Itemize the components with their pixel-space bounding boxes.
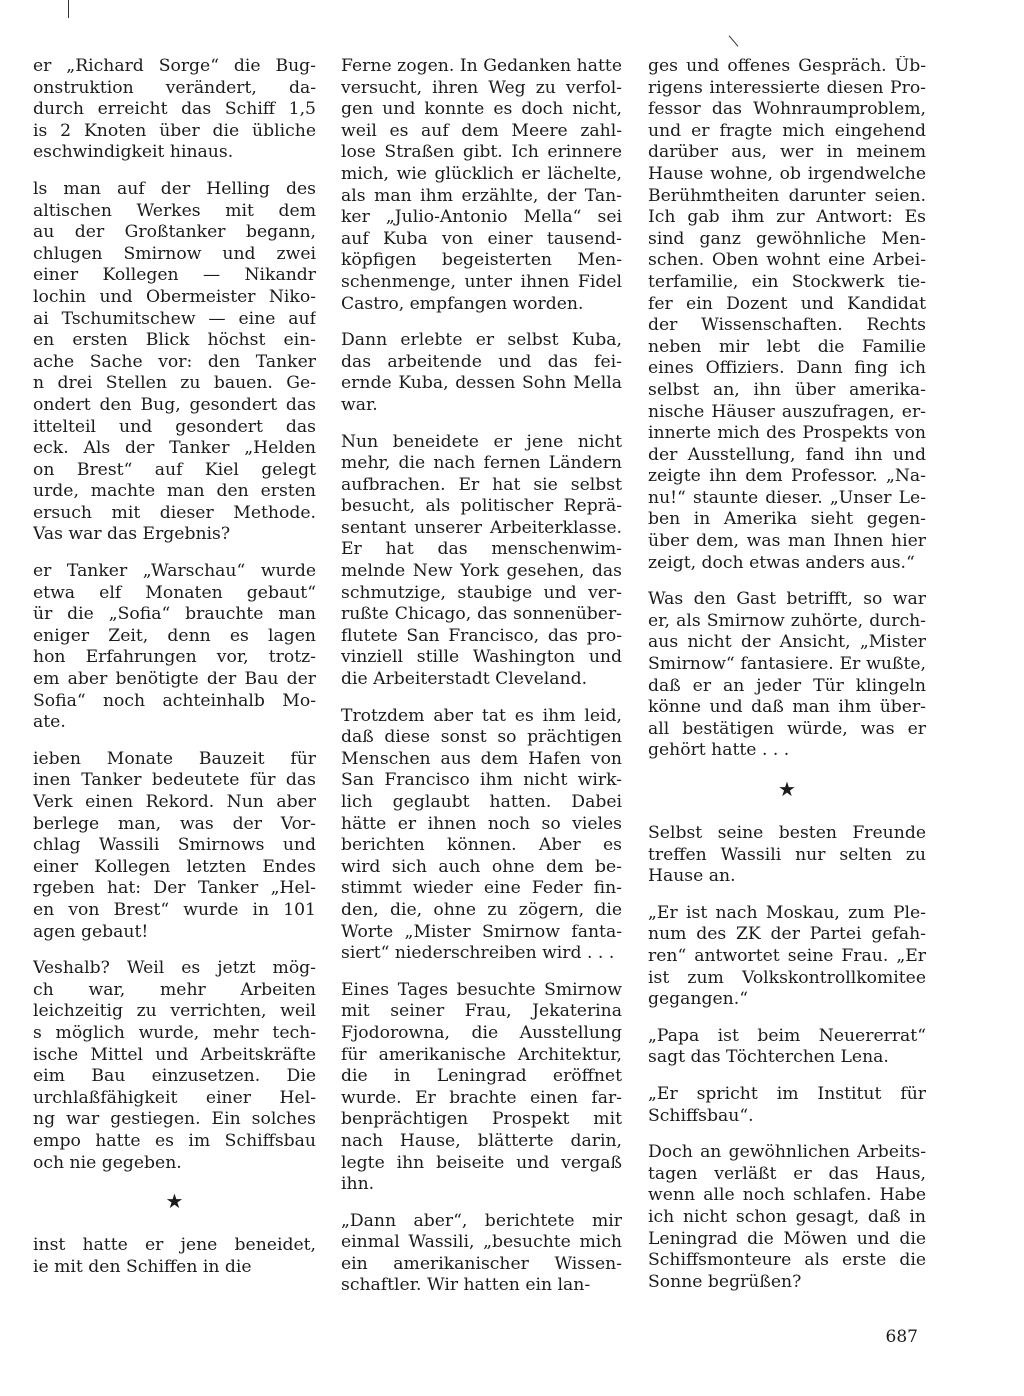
text-line: Schiffsmonteure als erste die [648,1250,926,1271]
text-line: chlag Wassili Smirnows und [33,835,316,856]
text-line: schen. Oben wohnt eine Arbei- [648,250,926,271]
text-line: der Wissenschaften. Rechts [648,315,926,336]
text-line: als man ihm erzählte, der Tan- [341,185,622,206]
text-line: Ferne zogen. In Gedanken hatte [341,56,622,76]
text-line: einmal Wassili, „besuchte mich [341,1232,622,1253]
text-line: gen und konnte es doch nicht, [341,99,622,120]
scan-artifact [729,35,739,46]
text-line: urde, machte man den ersten [33,481,316,502]
text-line: Nun beneidete er jene nicht [341,431,622,452]
text-line: chlugen Smirnow und zwei [33,243,316,264]
text-line: lich geglaubt hatten. Dabei [341,792,622,812]
text-line: ch war, mehr Arbeiten [33,979,316,1000]
text-line: mich, wie glücklich er lächelte, [341,163,622,184]
text-line: besucht, als politischer Reprä- [341,496,622,517]
text-line: selbst an, ihn über amerika- [648,379,926,400]
text-line: sentant unserer Arbeiterklasse. [341,517,622,538]
text-line: Was den Gast betrifft, so war [648,589,926,610]
text-line: lose Straßen gibt. Ich erinnere [341,142,622,163]
text-line: eim Bau einzusetzen. Die [33,1066,316,1087]
paragraph [341,1211,622,1297]
section-separator-star: ★ [165,1189,184,1214]
text-line: inen Tanker bedeutete für das [33,770,316,791]
text-line: der Ausstellung, fand ihn und [648,444,926,465]
text-line: „Er ist nach Moskau, zum Ple- [648,902,926,923]
paragraph [341,56,622,315]
text-line: n drei Stellen zu bauen. Ge- [33,373,316,394]
page-number: 687 [885,1327,918,1347]
text-line: ondert den Bug, gesondert das [33,394,316,415]
text-line: könne und daß man ihm über- [648,697,926,718]
text-line: Sofia“ noch achteinhalb Mo- [33,690,316,711]
text-line: aufbrachen. Er hat sie selbst [341,474,622,495]
text-line: Veshalb? Weil es jetzt mög- [33,958,316,979]
text-line: die Arbeiterstadt Cleveland. [341,669,588,690]
text-line: hätte er ihnen noch so vieles [341,813,622,834]
text-line: weil es auf dem Meere zahl- [341,120,622,141]
text-line: nu!“ staunte dieser. „Unser Le- [648,487,926,508]
text-line: rigens interessierte diesen Pro- [648,77,926,98]
paragraph [648,823,926,888]
text-line: eniger Zeit, denn es lagen [33,625,316,646]
text-line: durch erreicht das Schiff 1,5 [33,99,316,120]
text-line: en ersten Blick höchst ein- [33,330,316,351]
text-line: wurde. Er brachte einen far- [341,1087,622,1108]
text-line: mehr, die nach fernen Ländern [341,453,622,474]
text-line: ls man auf der Helling des [33,178,316,199]
text-line: schmutzige, staubige und ver- [341,582,622,603]
text-line: über dem, was man Ihnen hier [648,531,926,552]
text-line: benprächtigen Prospekt mit [341,1109,622,1130]
text-line: rußte Chicago, das sonnenüber- [341,604,622,625]
text-line: wenn alle noch schlafen. Habe [648,1185,926,1206]
text-line: Fjodorowna, die Ausstellung [341,1022,622,1043]
text-line: ernde Kuba, dessen Sohn Mella [341,373,622,394]
text-line: en von Brest“ wurde in 101 [33,899,316,920]
text-line: altischen Werkes mit dem [33,200,316,221]
text-line: berlege man, was der Vor- [33,813,316,834]
text-line: und er fragte mich eingehend [648,120,926,141]
text-line: ie mit den Schiffen in die [33,1256,252,1277]
text-line: empo hatte es im Schiffsbau [33,1130,316,1151]
paragraph [33,958,316,1174]
text-line: tagen verläßt er das Haus, [648,1163,926,1184]
text-line: Worte „Mister Smirnow fanta- [341,921,622,942]
text-line: on Brest“ auf Kiel gelegt [33,459,316,480]
text-line: versucht, ihren Weg zu verfol- [341,77,622,98]
text-line: Trotzdem aber tat es ihm leid, [341,705,622,726]
text-line: auf Kuba von einer tausend- [341,228,622,249]
text-line: daß diese sonst so prächtigen [341,727,622,748]
text-column-1 [33,56,316,1293]
text-line: vinziell stille Washington und [341,647,622,668]
paragraph [648,589,926,762]
scan-artifact [68,0,69,18]
text-line: etwa elf Monaten gebaut“ [33,582,316,603]
text-line: Hause an. [648,866,736,887]
text-line: terfamilie, ein Stockwerk tie- [648,271,926,292]
text-line: ittelteil und gesondert das [33,416,316,437]
text-line: ich nicht schon gesagt, daß in [648,1206,926,1227]
text-line: San Francisco ihm nicht wirk- [341,770,622,791]
text-line: Castro, empfangen worden. [341,293,584,314]
text-line: Hause wohne, ob irgendwelche [648,163,926,184]
text-line: gegangen.“ [648,989,748,1010]
text-line: „Papa ist beim Neuererrat“ [648,1025,926,1046]
text-line: Vas war das Ergebnis? [33,524,231,545]
text-line: ische Mittel und Arbeitskräfte [33,1044,316,1065]
text-line: ein amerikanischer Wissen- [341,1253,622,1274]
text-column-3 [648,56,926,1308]
text-line: zeigt, doch etwas anders aus.“ [648,552,915,573]
paragraph [33,561,316,734]
text-line: „Dann aber“, berichtete mir [341,1210,622,1231]
paragraph [33,56,316,164]
text-line: ai Tschumitschew — eine auf [33,308,316,329]
paragraph [341,330,622,416]
text-line: mit seiner Frau, Jekaterina [341,1001,622,1022]
text-line: köpfigen begeisterten Men- [341,250,622,271]
text-line: er, als Smirnow zuhörte, durch- [648,610,926,631]
text-line: die in Leningrad eröffnet [341,1066,622,1087]
paragraph [648,1026,926,1069]
text-line: ren“ antwortet seine Frau. „Er [648,945,926,966]
text-line: nische Häuser auszufragen, er- [648,401,926,422]
text-line: rgeben hat: Der Tanker „Hel- [33,878,316,899]
paragraph [648,1084,926,1127]
text-line: neben mir lebt die Familie [648,336,926,357]
text-line: Eines Tages besuchte Smirnow [341,979,622,1000]
paragraph [648,56,926,574]
text-line: Verk einen Rekord. Nun aber [33,792,316,812]
text-line: num des ZK der Partei gefah- [648,924,926,945]
text-line: ker „Julio-Antonio Mella“ sei [341,207,622,228]
text-line: treffen Wassili nur selten zu [648,844,926,865]
text-line: sagt das Töchterchen Lena. [648,1047,889,1068]
paragraph [648,903,926,1011]
text-line: fessor das Wohnraumproblem, [648,99,926,120]
paragraph [33,1235,316,1278]
text-line: war. [341,394,378,415]
text-line: melnde New York gesehen, das [341,561,622,582]
paragraph [648,1142,926,1293]
paragraph [341,980,622,1196]
text-line: ben in Amerika sieht gegen- [648,509,926,530]
text-line: em aber benötigte der Bau der [33,669,316,690]
text-line: nach Hause, blätterte darin, [341,1130,622,1151]
text-line: innerte mich des Prospekts von [648,423,926,444]
text-line: den, die, ohne zu zögern, die [341,899,622,920]
paragraph [33,749,316,943]
text-line: schenmenge, unter ihnen Fidel [341,271,622,292]
text-line: Ich gab ihm zur Antwort: Es [648,207,926,228]
text-line: leichzeitig zu verrichten, weil [33,1001,316,1022]
text-line: ersuch mit dieser Methode. [33,502,316,523]
text-line: Smirnow“ fantasiere. Er wußte, [648,654,926,675]
text-line: aus nicht der Ansicht, „Mister [648,632,926,653]
text-line: inst hatte er jene beneidet, [33,1235,316,1256]
text-line: ist zum Volkskontrollkomitee [648,967,926,988]
text-line: Doch an gewöhnlichen Arbeits- [648,1142,926,1163]
text-line: ate. [33,712,66,733]
text-line: eschwindigkeit hinaus. [33,142,234,163]
text-line: Berühmtheiten darunter seien. [648,185,926,206]
text-line: sind ganz gewöhnliche Men- [648,228,926,249]
text-line: einer Kollegen — Nikandr [33,265,316,286]
text-line: legte ihn beiseite und vergaß [341,1152,622,1173]
text-line: wird sich auch ohne dem be- [341,856,622,877]
text-line: Dann erlebte er selbst Kuba, [341,330,622,351]
text-line: all bestätigen würde, was er [648,718,926,739]
paragraph [341,432,622,691]
text-line: Sonne begrüßen? [648,1271,802,1292]
text-line: urchlaßfähigkeit einer Hel- [33,1087,316,1108]
text-line: er Tanker „Warschau“ wurde [33,561,316,582]
text-line: ng war gestiegen. Ein solches [33,1109,316,1130]
paragraph [341,706,622,965]
text-line: gehört hatte . . . [648,740,790,761]
text-line: ür die „Sofia“ brauchte man [33,604,316,625]
text-line: flutete San Francisco, das pro- [341,625,622,646]
text-column-2 [341,56,622,1312]
text-line: ache Sache vor: den Tanker [33,351,316,372]
text-line: s möglich wurde, mehr tech- [33,1022,316,1043]
text-line: eines Offiziers. Dann fing ich [648,358,926,379]
text-line: is 2 Knoten über die übliche [33,120,316,141]
text-line: einer Kollegen letzten Endes [33,856,316,877]
text-line: och nie gegeben. [33,1152,182,1173]
text-line: berichten können. Aber es [341,835,622,856]
text-line: Schiffsbau“. [648,1105,754,1126]
text-line: Selbst seine besten Freunde [648,823,926,843]
text-line: agen gebaut! [33,921,149,942]
text-line: eck. Als der Tanker „Helden [33,438,316,459]
text-line: Er hat das menschenwim- [341,539,622,560]
text-line: onstruktion verändert, da- [33,77,316,98]
text-line: daß er an jeder Tür klingeln [648,675,926,696]
section-separator-star: ★ [778,777,796,801]
text-line: zeigte ihn dem Professor. „Na- [648,466,926,487]
text-line: au der Großtanker begann, [33,222,316,243]
text-line: ihn. [341,1174,375,1195]
text-line: stimmt wieder eine Feder fin- [341,878,622,899]
text-line: lochin und Obermeister Niko- [33,286,316,307]
text-line: „Er spricht im Institut für [648,1083,926,1104]
paragraph [33,179,316,546]
text-line: Menschen aus dem Hafen von [341,748,622,769]
text-line: für amerikanische Architektur, [341,1044,622,1065]
text-line: fer ein Dozent und Kandidat [648,293,926,314]
text-line: ieben Monate Bauzeit für [33,748,316,769]
text-line: Leningrad die Möwen und die [648,1228,926,1249]
text-line: schaftler. Wir hatten ein lan- [341,1275,591,1296]
text-line: das arbeitende und das fei- [341,351,622,372]
text-line: darüber aus, wer in meinem [648,142,926,163]
text-line: er „Richard Sorge“ die Bug- [33,56,316,76]
text-line: ges und offenes Gespräch. Üb- [648,56,926,76]
text-line: siert“ niederschreiben wird . . . [341,943,615,964]
text-line: hon Erfahrungen vor, trotz- [33,647,316,668]
